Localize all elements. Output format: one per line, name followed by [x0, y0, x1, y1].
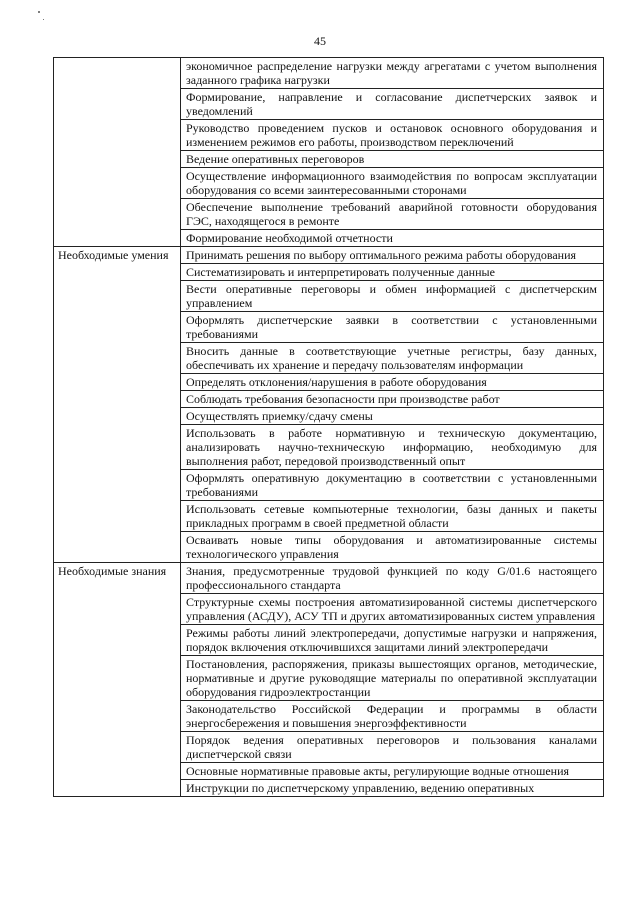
list-item: Формирование, направление и согласование диспетчерских заявок и уведомлений — [181, 88, 603, 119]
list-item: Осуществлять приемку/сдачу смены — [181, 407, 603, 424]
list-item: Порядок ведения оперативных переговоров и пользования каналами диспетчерской связи — [181, 731, 603, 762]
list-item: Инструкции по диспетчерскому управлению, ведению оперативных — [181, 779, 603, 796]
list-item: Оформлять диспетчерские заявки в соответствии с установленными требованиями — [181, 311, 603, 342]
list-item: Структурные схемы построения автоматизированной системы диспетчерского управления (АСДУ), АСУ ТП и других автоматизированных систем управления — [181, 593, 603, 624]
list-item: Ведение оперативных переговоров — [181, 150, 603, 167]
section-content — [181, 563, 604, 797]
list-item: Систематизировать и интерпретировать полученные данные — [181, 263, 603, 280]
competency-table — [53, 57, 604, 797]
section-label: Необходимые умения — [54, 247, 181, 563]
list-item: Законодательство Российской Федерации и программы в области энергосбережения и повышения энергоэффективности — [181, 700, 603, 731]
table-row — [54, 563, 604, 797]
table-row — [54, 247, 604, 563]
list-item: Основные нормативные правовые акты, регулирующие водные отношения — [181, 762, 603, 779]
page-number: 45 — [314, 34, 326, 48]
section-label — [54, 58, 181, 247]
list-item: Определять отклонения/нарушения в работе оборудования — [181, 373, 603, 390]
list-item: Осуществление информационного взаимодействия по вопросам эксплуатации оборудования со всеми заинтересованными сторонами — [181, 167, 603, 198]
section-content — [181, 58, 604, 247]
scan-speck — [43, 19, 44, 20]
list-item: Постановления, распоряжения, приказы вышестоящих органов, методические, нормативные и другие руководящие материалы по оперативной эксплуатации оборудования гидроэлектростанции — [181, 655, 603, 700]
list-item: Оформлять оперативную документацию в соответствии с установленными требованиями — [181, 469, 603, 500]
list-item: Осваивать новые типы оборудования и автоматизированные системы технологического управления — [181, 531, 603, 562]
list-item: Режимы работы линий электропередачи, допустимые нагрузки и напряжения, порядок включения отключившихся защитами линий электропередачи — [181, 624, 603, 655]
list-item: Обеспечение выполнение требований аварийной готовности оборудования ГЭС, находящегося в ремонте — [181, 198, 603, 229]
list-item: экономичное распределение нагрузки между агрегатами с учетом выполнения заданного графика нагрузки — [186, 59, 597, 87]
list-item: Формирование необходимой отчетности — [181, 229, 603, 246]
list-item: Знания, предусмотренные трудовой функцией по коду G/01.6 настоящего профессионального стандарта — [186, 564, 597, 592]
section-content — [181, 247, 604, 563]
scan-speck — [38, 11, 40, 13]
list-item: Руководство проведением пусков и остановок основного оборудования и изменением режимов его работы, производством переключений — [181, 119, 603, 150]
list-item: Использовать в работе нормативную и техническую документацию, анализировать научно-техническую информацию, необходимую для выполнения работ, передовой производственный опыт — [181, 424, 603, 469]
list-item: Принимать решения по выбору оптимального режима работы оборудования — [186, 248, 577, 262]
list-item: Использовать сетевые компьютерные технологии, базы данных и пакеты прикладных программ в своей предметной области — [181, 500, 603, 531]
list-item: Вносить данные в соответствующие учетные регистры, базу данных, обеспечивать их хранение и передачу пользователям информации — [181, 342, 603, 373]
table-row — [54, 58, 604, 247]
section-label: Необходимые знания — [54, 563, 181, 797]
list-item: Вести оперативные переговоры и обмен информацией с диспетчерским управлением — [181, 280, 603, 311]
list-item: Соблюдать требования безопасности при производстве работ — [181, 390, 603, 407]
